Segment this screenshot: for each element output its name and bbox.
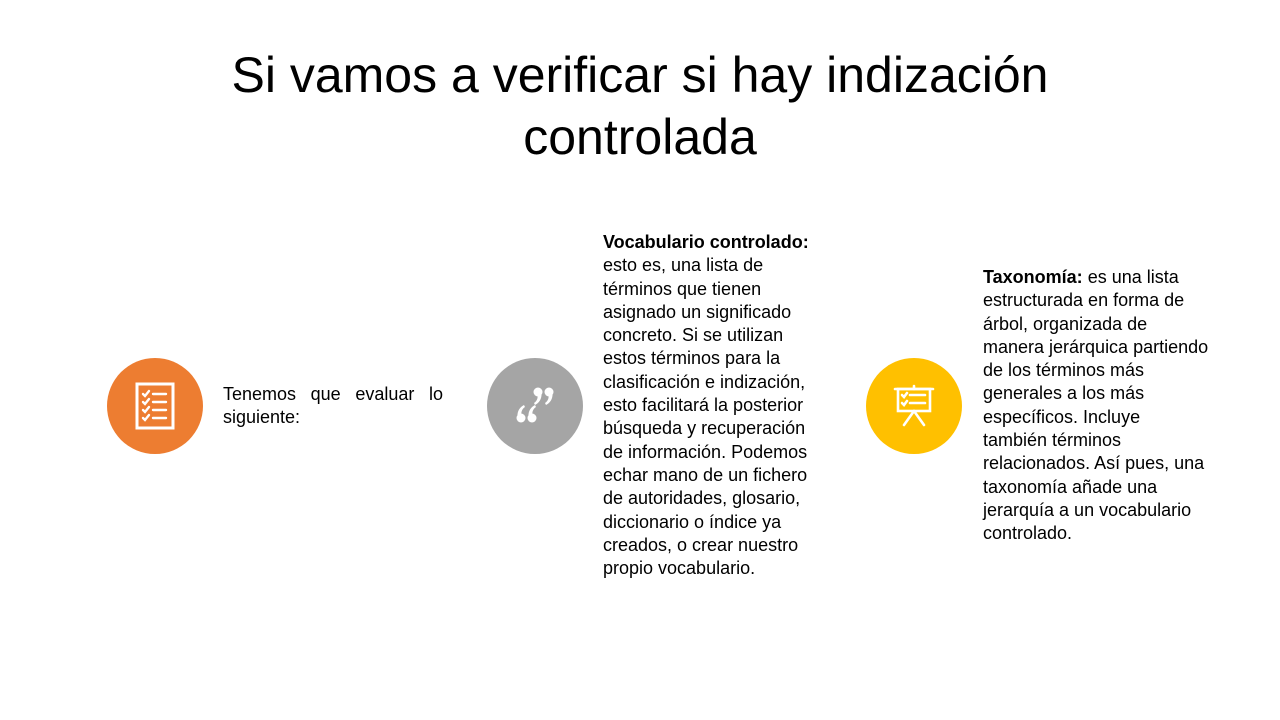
presentation-circle [866,358,962,454]
presentation-board-icon [892,384,936,428]
item-3-heading: Taxonomía: [983,267,1083,287]
quote-icon [513,384,557,428]
slide-title: Si vamos a verificar si hay indización controlada [231,47,1049,165]
item-3-text [983,266,1209,546]
item-2-body: esto es, una lista de términos que tienen asignado un significado concreto. Si se utilizan estos términos para la clasificación e indización, esto facilitará la posterior búsqueda y recuperación de información. Podemos echar mano de un fichero de autoridades, glosario, diccionario o índice ya creados, o crear nuestro propio vocabulario. [603,255,808,579]
item-2-heading: Vocabulario controlado: [603,232,809,252]
item-3-body: es una lista estructurada en forma de árbol, organizada de manera jerárquica partiendo de los términos más generales a los más específicos. Incluye también términos relacionados. Así pues, una taxonomía añade una jerarquía a un vocabulario controlado. [983,267,1209,544]
quote-circle [487,358,583,454]
checklist-circle [107,358,203,454]
checklist-icon [135,382,175,430]
item-1-body: Tenemos que evaluar lo siguiente: [223,384,443,428]
item-2-text [603,231,827,580]
item-1-text [223,383,443,430]
